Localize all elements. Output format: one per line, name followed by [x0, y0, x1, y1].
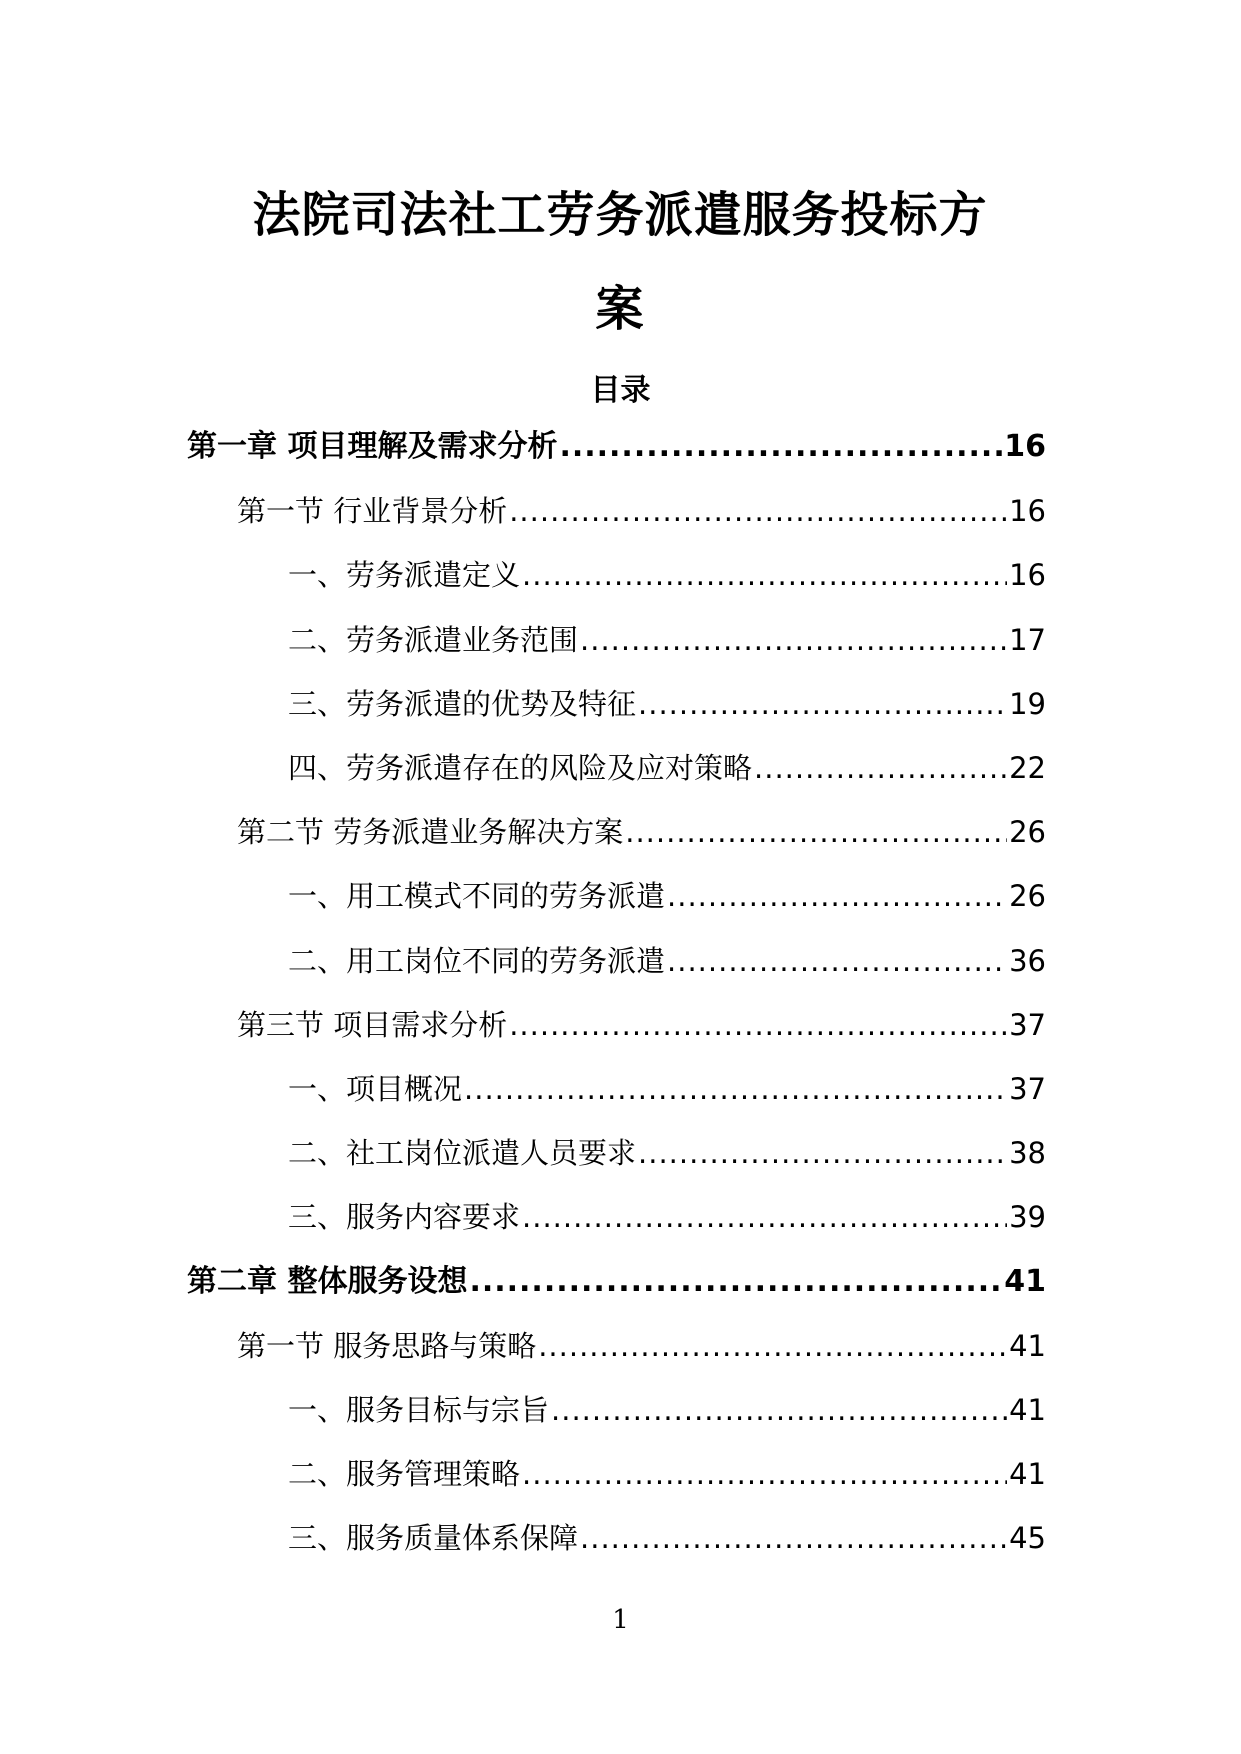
toc-entry-item[interactable]: [288, 1067, 1046, 1111]
toc-entry-section[interactable]: [237, 489, 1046, 533]
toc-entry-title: 三、劳务派遣的优势及特征: [288, 686, 637, 721]
toc-dot-leader: [559, 425, 1002, 469]
toc-dot-leader: [638, 1131, 1007, 1175]
toc-entry-item[interactable]: [288, 1452, 1046, 1496]
toc-entry-item[interactable]: [288, 1195, 1046, 1239]
toc-dot-leader: [469, 1260, 1002, 1304]
toc-entry-title: 第一节 服务思路与策略: [237, 1328, 537, 1363]
toc-dot-leader: [509, 1003, 1007, 1047]
toc-entry-title: 一、项目概况: [288, 1072, 463, 1106]
toc-entry-title: 二、劳务派遣业务范围: [288, 622, 579, 657]
toc-entry-title: 一、劳务派遣定义: [288, 558, 521, 593]
toc-entry-item[interactable]: [288, 682, 1046, 726]
toc-entry-title: 第二章 整体服务设想: [187, 1263, 468, 1299]
toc-entry-chapter[interactable]: [187, 1260, 1046, 1304]
toc-entry-page: 26: [1009, 815, 1046, 850]
toc-dot-leader: [464, 1067, 1007, 1111]
toc-entry-item[interactable]: [288, 1388, 1046, 1432]
toc-entry-title: 一、服务目标与宗旨: [288, 1393, 550, 1427]
toc-entry-page: 39: [1009, 1200, 1046, 1235]
toc-entry-page: 16: [1009, 494, 1046, 529]
toc-dot-leader: [522, 1452, 1007, 1496]
toc-dot-leader: [522, 553, 1007, 597]
toc-entry-page: 41: [1009, 1393, 1046, 1427]
toc-entry-item[interactable]: [288, 1131, 1046, 1175]
toc-entry-title: 一、用工模式不同的劳务派遣: [288, 879, 666, 914]
toc-entry-page: 45: [1009, 1521, 1046, 1556]
toc-entry-page: 19: [1009, 686, 1046, 721]
toc-dot-leader: [509, 489, 1007, 533]
toc-entry-page: 16: [1009, 558, 1046, 593]
toc-entry-title: 三、服务内容要求: [288, 1200, 521, 1235]
toc-entry-page: 36: [1009, 943, 1046, 978]
toc-heading: 目录: [590, 373, 651, 408]
toc-entry-page: 41: [1004, 1263, 1046, 1299]
toc-entry-title: 第三节 项目需求分析: [237, 1007, 508, 1042]
toc-entry-section[interactable]: [237, 1324, 1046, 1368]
toc-entry-item[interactable]: [288, 874, 1046, 918]
toc-entry-title: 第一章 项目理解及需求分析: [187, 429, 558, 464]
toc-entry-section[interactable]: [237, 810, 1046, 854]
toc-dot-leader: [754, 746, 1007, 790]
toc-entry-title: 二、社工岗位派遣人员要求: [288, 1136, 637, 1171]
toc-dot-leader: [625, 810, 1007, 854]
toc-dot-leader: [522, 1195, 1007, 1239]
toc-entry-item[interactable]: [288, 1516, 1046, 1560]
toc-entry-page: 37: [1009, 1072, 1046, 1106]
toc-dot-leader: [667, 939, 1007, 983]
document-title-line-1: 法院司法社工劳务派遣服务投标方: [252, 187, 988, 243]
toc-dot-leader: [551, 1388, 1007, 1432]
toc-entry-item[interactable]: [288, 746, 1046, 790]
toc-dot-leader: [580, 1516, 1007, 1560]
toc-entry-page: 38: [1009, 1136, 1046, 1171]
toc-entry-title: 第二节 劳务派遣业务解决方案: [237, 815, 624, 850]
toc-entry-item[interactable]: [288, 939, 1046, 983]
toc-entry-page: 22: [1009, 751, 1046, 785]
toc-entry-page: 16: [1004, 429, 1046, 464]
toc-entry-page: 41: [1009, 1328, 1046, 1363]
toc-dot-leader: [667, 874, 1007, 918]
toc-entry-chapter[interactable]: [187, 425, 1046, 469]
toc-entry-title: 第一节 行业背景分析: [237, 494, 508, 529]
toc-entry-title: 二、服务管理策略: [288, 1457, 521, 1492]
toc-entry-item[interactable]: [288, 553, 1046, 597]
document-title-line-2: 案: [595, 281, 645, 337]
toc-entry-title: 四、劳务派遣存在的风险及应对策略: [288, 751, 753, 785]
toc-entry-item[interactable]: [288, 618, 1046, 662]
toc-entry-page: 26: [1009, 879, 1046, 914]
toc-dot-leader: [638, 682, 1007, 726]
toc-entry-title: 三、服务质量体系保障: [288, 1521, 579, 1556]
toc-entry-page: 37: [1009, 1007, 1046, 1042]
toc-entry-page: 41: [1009, 1457, 1046, 1492]
toc-entry-page: 17: [1009, 622, 1046, 657]
page-number: 1: [612, 1605, 629, 1635]
toc-entry-title: 二、用工岗位不同的劳务派遣: [288, 943, 666, 978]
toc-entry-section[interactable]: [237, 1003, 1046, 1047]
toc-dot-leader: [538, 1324, 1007, 1368]
toc-dot-leader: [580, 618, 1007, 662]
